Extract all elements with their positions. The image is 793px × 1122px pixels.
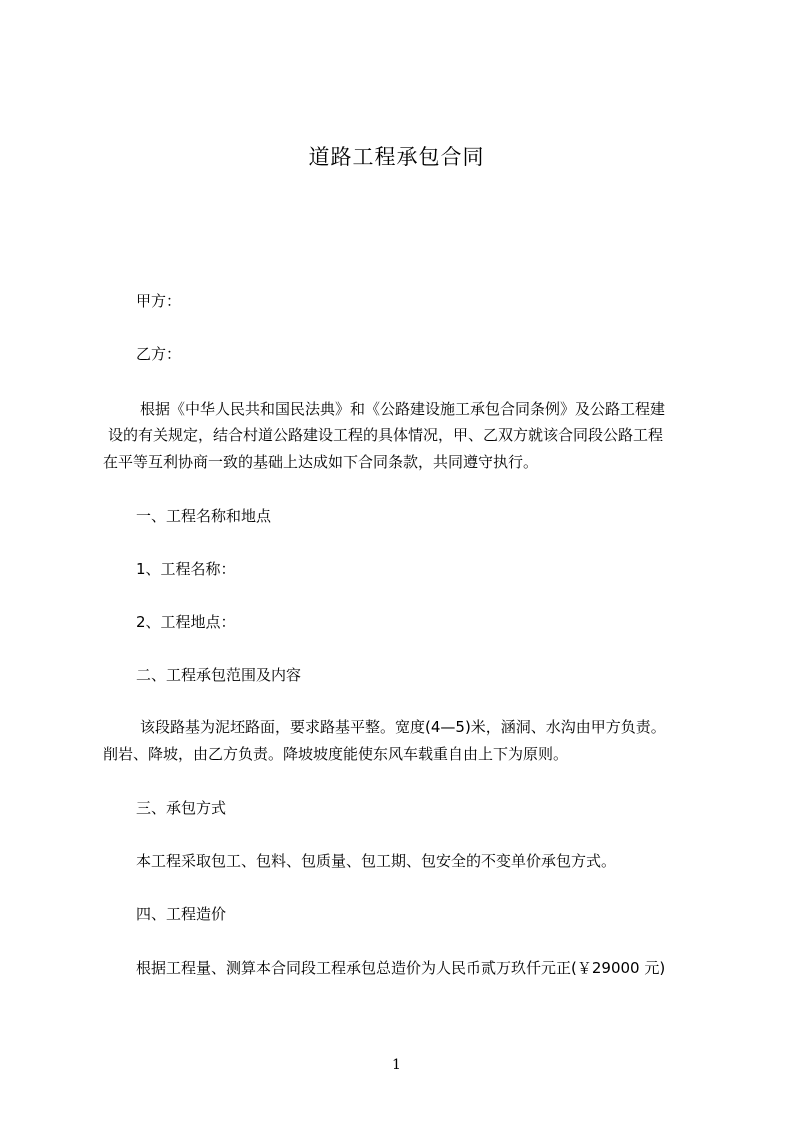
party-a-label: 甲方： [136, 292, 182, 310]
preamble-line-3: 在平等互利协商一致的基础上达成如下合同条款，共同遵守执行。 [103, 453, 539, 471]
section-1-item-2: 2、工程地点： [136, 613, 236, 631]
section-1-item-1: 1、工程名称： [136, 560, 236, 578]
section-3-body: 本工程采取包工、包料、包质量、包工期、包安全的不变单价承包方式。 [136, 852, 617, 870]
section-1-heading: 一、工程名称和地点 [136, 507, 272, 525]
preamble-line-2: 设的有关规定，结合村道公路建设工程的具体情况，甲、乙双方就该合同段公路工程 [108, 426, 664, 444]
document-title: 道路工程承包合同 [308, 145, 485, 169]
preamble-line-1: 根据《中华人民共和国民法典》和《公路建设施工承包合同条例》及公路工程建 [140, 400, 666, 418]
section-2-line-1: 该段路基为泥坯路面，要求路基平整。宽度(4—5)米，涵洞、水沟由甲方负责。 [140, 718, 666, 736]
section-3-heading: 三、承包方式 [136, 799, 227, 817]
section-2-heading: 二、工程承包范围及内容 [136, 666, 302, 684]
section-4-heading: 四、工程造价 [136, 905, 227, 923]
section-2-line-2: 削岩、降坡，由乙方负责。降坡坡度能使东风车载重自由上下为原则。 [103, 745, 569, 763]
section-4-body: 根据工程量、测算本合同段工程承包总造价为人民币贰万玖仟元正(￥29000 元) [136, 959, 666, 977]
party-b-label: 乙方： [136, 345, 182, 363]
page-number: 1 [392, 1057, 401, 1073]
